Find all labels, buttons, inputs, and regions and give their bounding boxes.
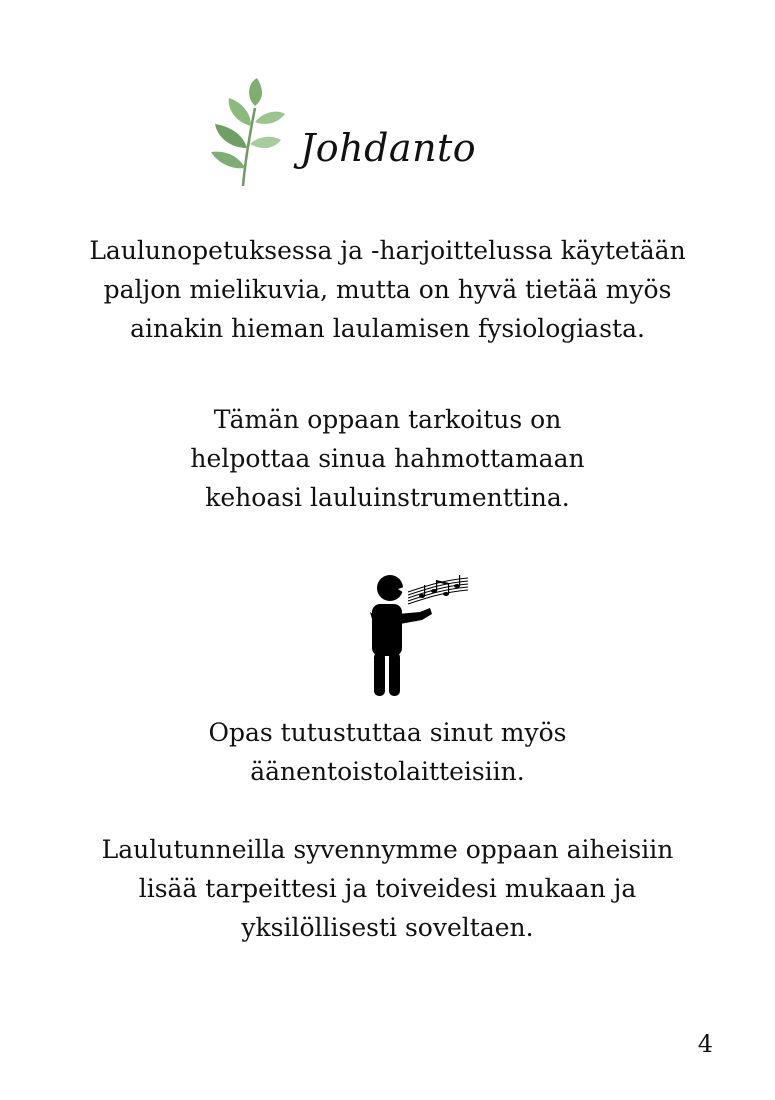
paragraph-line: äänentoistolaitteisiin. [250,757,525,786]
singer-icon [360,572,472,698]
paragraph-equipment [0,713,775,791]
leaf-icon [205,78,290,190]
paragraph-intro [0,231,775,348]
paragraph-lessons [0,830,775,947]
page-number: 4 [697,1030,713,1058]
paragraph-purpose [0,400,775,517]
paragraph-line: Laulunopetuksessa ja -harjoittelussa käytetään [89,236,686,265]
paragraph-line: kehoasi lauluinstrumenttina. [205,483,570,512]
paragraph-line: Tämän oppaan tarkoitus on [213,405,562,434]
paragraph-line: ainakin hieman laulamisen fysiologiasta. [130,314,645,343]
paragraph-line: Laulutunneilla syvennymme oppaan aiheisiin [101,835,674,864]
paragraph-line: yksilöllisesti soveltaen. [241,913,534,942]
paragraph-line: lisää tarpeittesi ja toiveidesi mukaan ja [138,874,637,903]
paragraph-line: paljon mielikuvia, mutta on hyvä tietää myös [103,275,672,304]
paragraph-line: helpottaa sinua hahmottamaan [190,444,585,473]
paragraph-line: Opas tutustuttaa sinut myös [208,718,567,747]
page-title: Johdanto [300,126,477,170]
page-heading [205,78,505,193]
